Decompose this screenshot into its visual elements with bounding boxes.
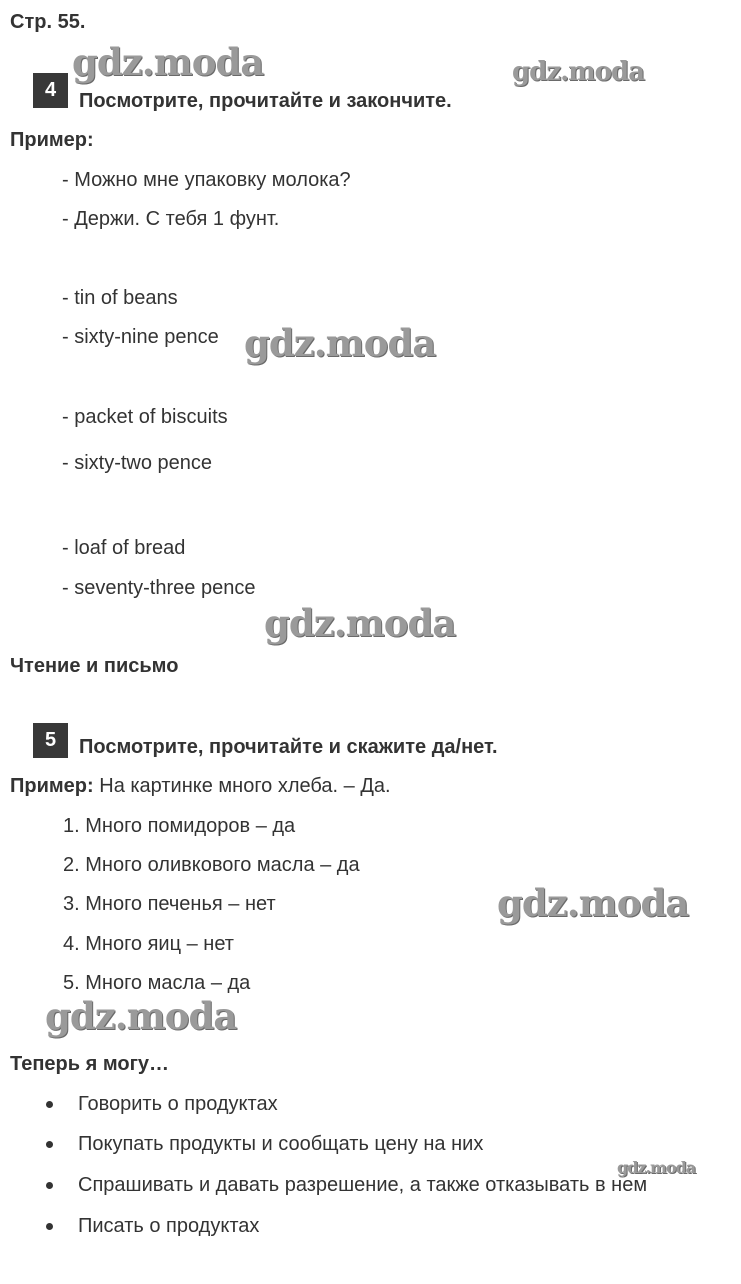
- exercise-5-example-text: На картинке много хлеба. – Да.: [93, 775, 391, 797]
- list-item: 1. Много помидоров – да: [63, 815, 296, 837]
- exercise-5-example-label: Пример:: [10, 775, 94, 797]
- exercise-5-title: Посмотрите, прочитайте и скажите да/нет.: [79, 736, 498, 758]
- dialogue-line: - loaf of bread: [62, 537, 186, 559]
- dialogue-line: - sixty-nine pence: [62, 326, 219, 348]
- bullet-icon: [46, 1223, 53, 1230]
- bullet-item: Спрашивать и давать разрешение, а также отказывать в нем: [78, 1174, 648, 1196]
- dialogue-line: - packet of biscuits: [62, 406, 228, 428]
- now-i-can-title: Теперь я могу…: [10, 1053, 170, 1075]
- dialogue-line: - Можно мне упаковку молока?: [62, 169, 351, 191]
- section-heading-reading: Чтение и письмо: [10, 655, 179, 677]
- list-item: 2. Много оливкового масла – да: [63, 854, 360, 876]
- watermark: gdz.moda: [45, 994, 237, 1038]
- dialogue-line: - sixty-two pence: [62, 452, 213, 474]
- bullet-item: Покупать продукты и сообщать цену на них: [78, 1133, 484, 1155]
- exercise-5-example: [10, 774, 391, 798]
- exercise-4-example-label: Пример:: [10, 129, 94, 151]
- watermark: gdz.moda: [512, 57, 645, 87]
- bullet-icon: [46, 1101, 53, 1108]
- dialogue-line: - seventy-three pence: [62, 577, 256, 599]
- watermark: gdz.moda: [617, 1158, 696, 1177]
- exercise-4-number: 4: [33, 73, 68, 108]
- list-item: 5. Много масла – да: [63, 972, 251, 994]
- dialogue-line: - Держи. С тебя 1 фунт.: [62, 208, 280, 230]
- exercise-4-title: Посмотрите, прочитайте и закончите.: [79, 90, 452, 112]
- list-item: 3. Много печенья – нет: [63, 893, 276, 915]
- watermark: gdz.moda: [244, 321, 436, 365]
- watermark: gdz.moda: [264, 601, 456, 645]
- bullet-item: Писать о продуктах: [78, 1215, 260, 1237]
- bullet-icon: [46, 1182, 53, 1189]
- bullet-item: Говорить о продуктах: [78, 1093, 278, 1115]
- page-header: Стр. 55.: [10, 11, 86, 33]
- exercise-5-number: 5: [33, 723, 68, 758]
- bullet-icon: [46, 1141, 53, 1148]
- dialogue-line: - tin of beans: [62, 287, 178, 309]
- list-item: 4. Много яиц – нет: [63, 933, 234, 955]
- watermark: gdz.moda: [497, 881, 689, 925]
- watermark: gdz.moda: [72, 40, 264, 84]
